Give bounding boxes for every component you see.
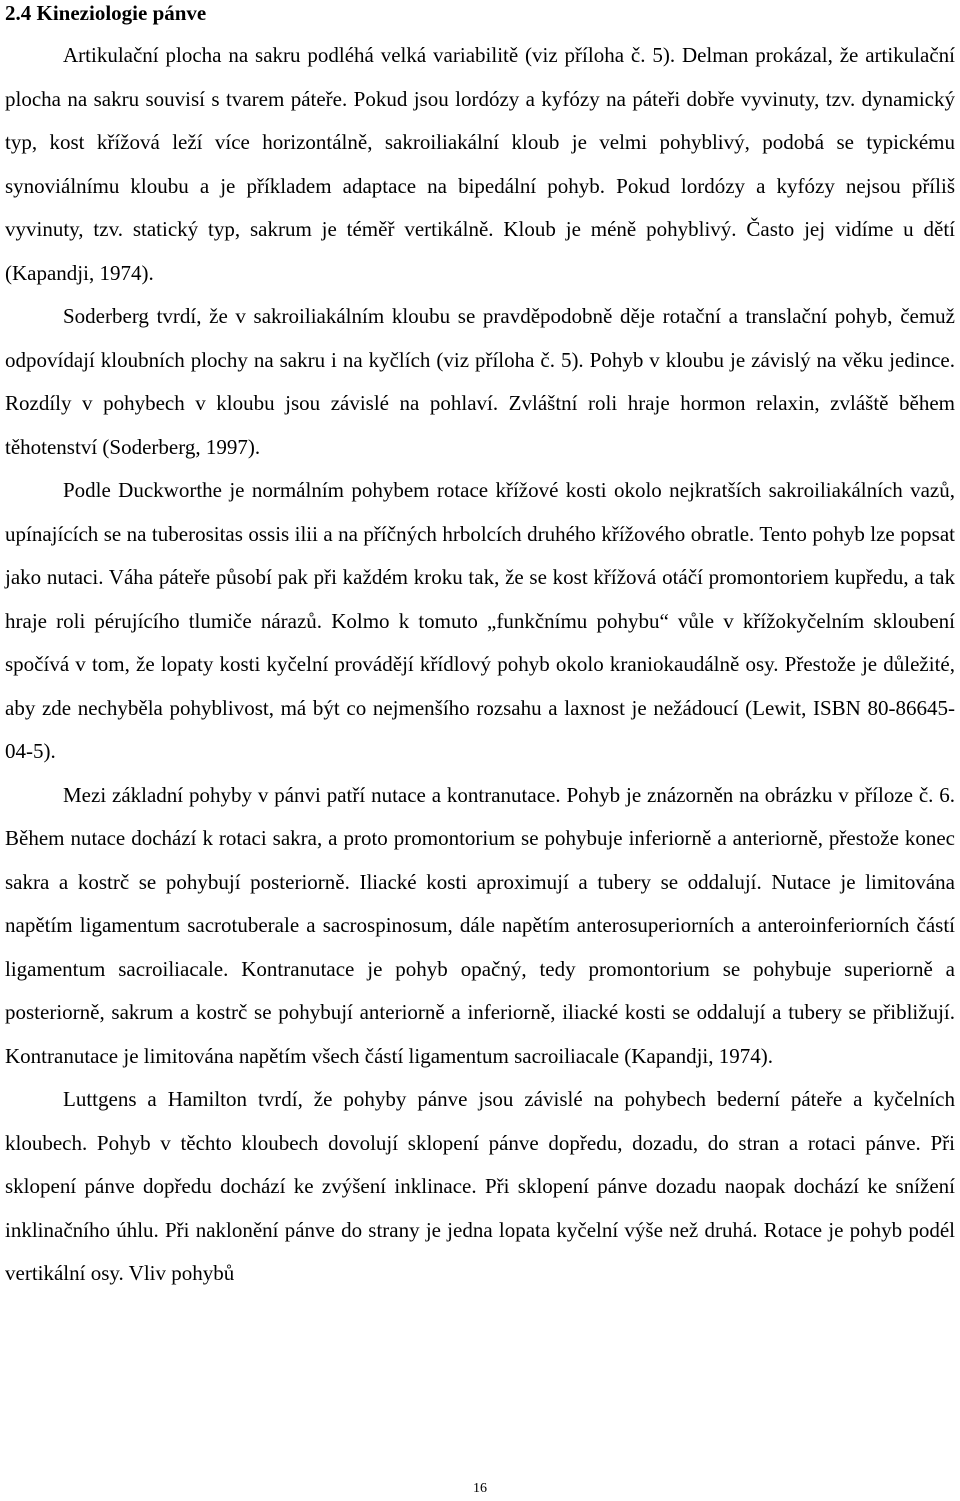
paragraph-5: Luttgens a Hamilton tvrdí, že pohyby pánve jsou závislé na pohybech bederní páteře a kyčelních kloubech. Pohyb v těchto kloubech dovolují sklopení pánve dopředu, dozadu, do stran a rotaci pánve. Při sklopení pánve dopředu dochází ke zvýšení inklinace. Při sklopení pánve dozadu naopak dochází ke snížení inklinačního úhlu. Při naklonění pánve do strany je jedna lopata kyčelní výše než druhá. Rotace je pohyb podél vertikální osy. Vliv pohybů <box>5 1087 955 1285</box>
paragraph-3: Podle Duckworthe je normálním pohybem rotace křížové kosti okolo nejkratších sakroiliakálních vazů, upínajících se na tuberositas ossis ilii a na příčných hrbolcích druhého křížového obratle. Tento pohyb lze popsat jako nutaci. Váha páteře působí pak při každém kroku tak, že se kost křížová otáčí promontoriem kupředu, a tak hraje roli pérujícího tlumiče nárazů. Kolmo k tomuto „funkčnímu pohybu“ vůle v křížokyčelním skloubení spočívá v tom, že lopaty kosti kyčelní provádějí křídlový pohyb okolo kraniokaudálně osy. Přestože je důležité, aby zde nechyběla pohyblivost, má být co nejmenšího rozsahu a laxnost je nežádoucí (Lewit, ISBN 80-86645-04-5). <box>5 478 955 763</box>
paragraph-4: Mezi základní pohyby v pánvi patří nutace a kontranutace. Pohyb je znázorněn na obrázku v příloze č. 6. Během nutace dochází k rotaci sakra, a proto promontorium se pohybuje inferiorně a anteriorně, přestože konec sakra a kostrč se pohybují posteriorně. Iliacké kosti aproximují a tubery se oddalují. Nutace je limitována napětím ligamentum sacrotuberale a sacrospinosum, dále napětím anterosuperiorních a anteroinferiorních částí ligamentum sacroiliacale. Kontranutace je pohyb opačný, tedy promontorium se pohybuje superiorně a posteriorně, sakrum a kostrč se pohybují anteriorně a inferiorně, iliacké kosti se oddalují a tubery se přibližují. Kontranutace je limitována napětím všech částí ligamentum sacroiliacale (Kapandji, 1974). <box>5 782 955 1068</box>
paragraph-2: Soderberg tvrdí, že v sakroiliakálním kloubu se pravděpodobně děje rotační a translační pohyb, čemuž odpovídají kloubních plochy na sakru i na kyčlích (viz příloha č. 5). Pohyb v kloubu je závislý na věku jedince. Rozdíly v pohybech v kloubu jsou závislé na pohlaví. Zvláštní roli hraje hormon relaxin, zvláště během těhotenství (Soderberg, 1997). <box>5 304 955 459</box>
document-page <box>5 0 955 1296</box>
section-heading: 2.4 Kineziologie pánve <box>5 1 207 25</box>
page-number: 16 <box>473 1481 487 1496</box>
paragraph-1: Artikulační plocha na sakru podléhá velká variabilitě (viz příloha č. 5). Delman prokázal, že artikulační plocha na sakru souvisí s tvarem páteře. Pokud jsou lordózy a kyfózy na páteři dobře vyvinuty, tzv. dynamický typ, kost křížová leží více horizontálně, sakroiliakální kloub je velmi pohyblivý, podobá se typickému synoviálnímu kloubu a je příkladem adaptace na bipedální pohyb. Pokud lordózy a kyfózy nejsou příliš vyvinuty, tzv. statický typ, sakrum je téměř vertikálně. Kloub je méně pohyblivý. Často jej vidíme u dětí (Kapandji, 1974). <box>5 43 955 285</box>
